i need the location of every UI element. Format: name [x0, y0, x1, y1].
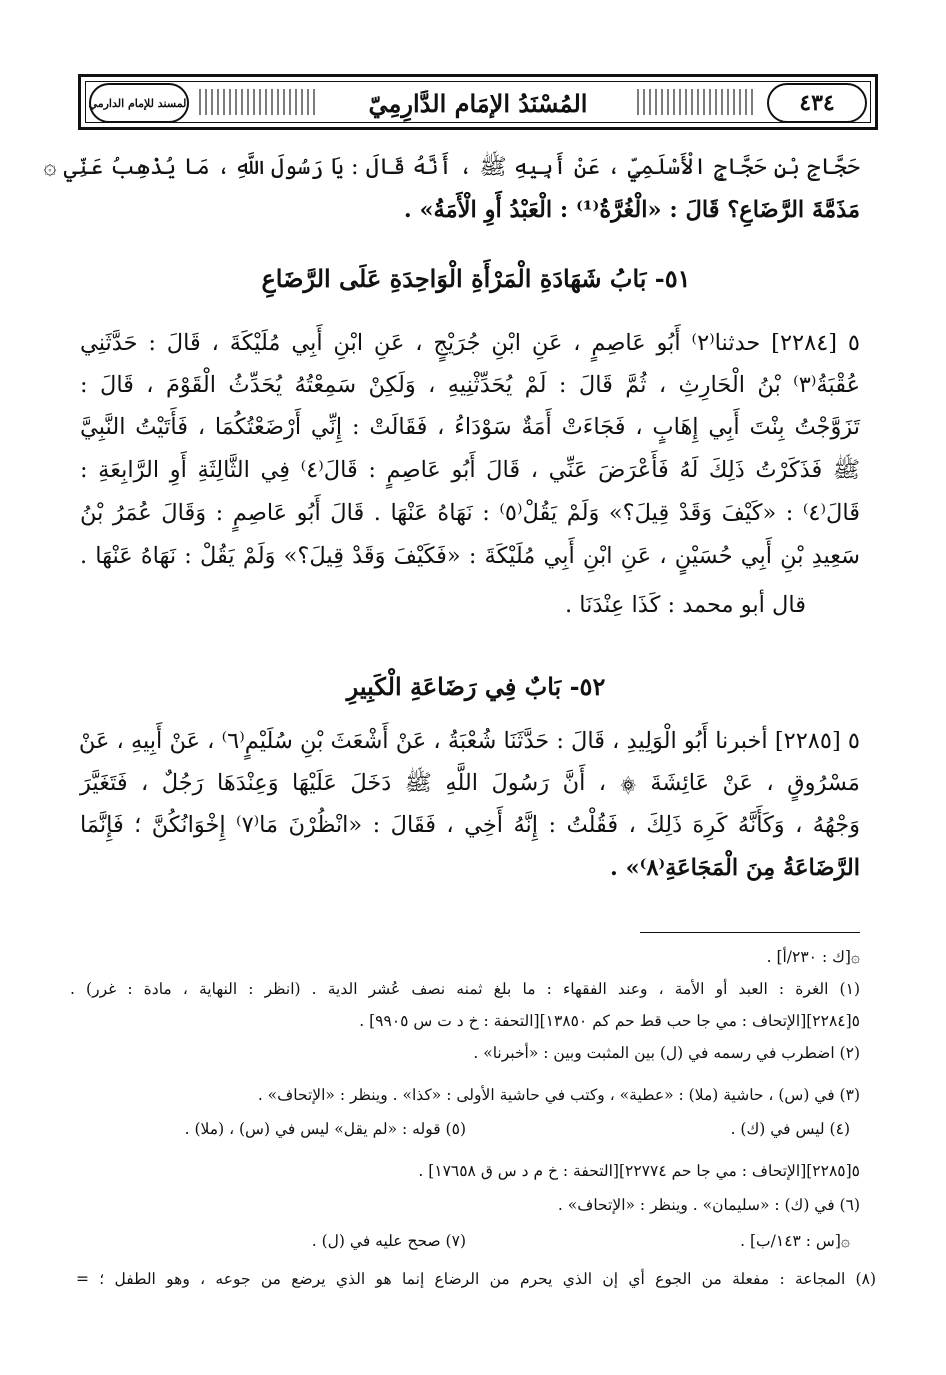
footnote: (٢) اضطرب في رسمه في (ل) بين المثبت وبين : «أخبرنا» . — [473, 1044, 860, 1062]
running-title: المُسْنَدُ الإمَام الدَّارِمِيّ — [368, 88, 588, 118]
footnote: ٥[٢٢٨٤][الإتحاف : مي جا حب قط حم كم ١٣٨٥٠][التحفة : خ د ت س ٩٩٠٥] . — [359, 1012, 860, 1030]
hadith-line: قَالَ⁽٤⁾ : «كَيْفَ وَقَدْ قِيلَ؟» وَلَمْ يَقُلْ⁽٥⁾ : نَهَاهُ عَنْهَا . قَالَ أَبُو عَاصِمٍ : وَقَالَ عُمَرُ بْنُ — [80, 500, 860, 526]
book-seal-medallion — [89, 83, 189, 123]
page-number-medallion — [767, 83, 867, 123]
footnote: (٥) قوله : «لم يقل» ليس في (س) ، (ملا) . — [184, 1120, 466, 1138]
hadith-line: ٥ [٢٢٨٥] أخبرنا أَبُو الْوَلِيدِ ، قَالَ : حَدَّثَنَا شُعْبَةُ ، عَنْ أَشْعَثَ بْنِ سُلَيْمٍ⁽٦⁾ ، عَنْ أَبِيهِ ، عَنْ — [78, 728, 860, 754]
hadith-line: مَسْرُوقٍ ، عَنْ عَائِشَةَ ۞ ، أَنَّ رَسُولَ اللَّهِ ﷺ دَخَلَ عَلَيْهَا وَعِنْدَهَا رَجُلٌ ، فَتَغَيَّرَ — [80, 770, 860, 796]
footnote: ٥[٢٢٨٥][الإتحاف : مي جا حم ٢٢٧٧٤][التحفة : خ م د س ق ١٧٦٥٨] . — [418, 1162, 860, 1180]
page-number: ٤٣٤ — [799, 90, 835, 116]
footnote: (٧) صحح عليه في (ل) . — [311, 1232, 466, 1250]
header-ornament-right — [637, 89, 757, 115]
hadith-line: الرَّضَاعَةُ مِنَ الْمَجَاعَةِ⁽٨⁾» . — [609, 855, 860, 881]
hadith-line: تَزَوَّجْتُ بِنْتَ أَبِي إِهَابٍ ، فَجَاءَتْ أَمَةٌ سَوْدَاءُ ، فَقَالَتْ : إِنِّي أَرْضَعْتُكُمَا ، فَأَتَيْتُ النَّبِيَّ — [80, 414, 860, 440]
footnote: (٣) في (س) ، حاشية (ملا) : «عطية» ، وكتب في حاشية الأولى : «كذا» . وينظر : «الإتحاف» . — [257, 1086, 860, 1104]
text-line: مَذَمَّةَ الرَّضَاعِ؟ قَالَ : «الْغُرَّةُ⁽¹⁾ : الْعَبْدُ أَوِ الْأَمَةُ» . — [403, 197, 860, 223]
chapter-heading-52: ٥٢- بَابٌ فِي رَضَاعَةِ الْكَبِيرِ — [346, 672, 606, 701]
footnote-separator — [640, 932, 860, 933]
text-line: حَجَّاجِ بْنِ حَجَّاجٍ الْأَسْلَمِيِّ ، عَنْ أَبِيهِ ﷺ ، أَنَّهُ قَالَ : يَا رَسُولَ اللَّهِ ، مَا يُذْهِبُ عَنِّي ۞ — [43, 154, 860, 180]
book-seal-text: المسند للإمام الدارمي — [88, 96, 190, 110]
hadith-line: ﷺ فَذَكَرْتُ ذَلِكَ لَهُ فَأَعْرَضَ عَنِّي ، قَالَ أَبُو عَاصِمٍ : قَالَ⁽٤⁾ فِي الثَّالِثَةِ أَوِ الرَّابِعَةِ : — [80, 457, 861, 483]
hadith-line: ٥ [٢٢٨٤] حدثنا⁽٢⁾ أَبُو عَاصِمٍ ، عَنِ ابْنِ جُرَيْجٍ ، عَنِ ابْنِ أَبِي مُلَيْكَةَ ، قَالَ : حَدَّثَنِي — [80, 330, 860, 356]
footnote: (٤) ليس في (ك) . — [730, 1120, 850, 1138]
hadith-line: وَجْهُهُ ، وَكَأَنَّهُ كَرِهَ ذَلِكَ ، فَقُلْتُ : إِنَّهُ أَخِي ، فَقَالَ : «انْظُرْنَ مَا⁽٧⁾ إِخْوَانُكُنَّ ؛ فَإِنَّمَا — [80, 812, 860, 838]
page-header — [78, 74, 878, 130]
footnote: (٨) المجاعة : مفعلة من الجوع أي إن الذي يحرم من الرضاع إنما هو الذي يرضع من جوعه ، وهو الطفل ؛ = — [76, 1270, 876, 1288]
footnote: ۞[ك : ٢٣٠/أ] . — [766, 948, 860, 966]
chapter-heading-51: ٥١- بَابُ شَهَادَةِ الْمَرْأَةِ الْوَاحِدَةِ عَلَى الرَّضَاعِ — [261, 264, 691, 293]
footnote: (١) الغرة : العبد أو الأمة ، وعند الفقهاء : ما بلغ ثمنه نصف عُشر الدية . (انظر : النهاية ، مادة : غرر) . — [70, 980, 860, 998]
hadith-line: سَعِيدِ بْنِ أَبِي حُسَيْنٍ ، عَنِ ابْنِ أَبِي مُلَيْكَةَ : «فَكَيْفَ وَقَدْ قِيلَ؟» وَلَمْ يَقُلْ : نَهَاهُ عَنْهَا . — [80, 543, 860, 569]
footnote: (٦) في (ك) : «سليمان» . وينظر : «الإتحاف» . — [557, 1196, 860, 1214]
author-remark: قال أبو محمد : كَذَا عِنْدَنَا . — [564, 592, 806, 618]
hadith-line: عُقْبَةُ⁽٣⁾ بْنُ الْحَارِثِ ، ثُمَّ قَالَ : لَمْ يُحَدِّثْنِيهِ ، وَلَكِنْ سَمِعْتُهُ يُحَدِّثُ الْقَوْمَ ، قَالَ : — [80, 372, 860, 398]
header-ornament-left — [199, 89, 319, 115]
footnote: ۞[س : ١٤٣/ب] . — [740, 1232, 850, 1250]
